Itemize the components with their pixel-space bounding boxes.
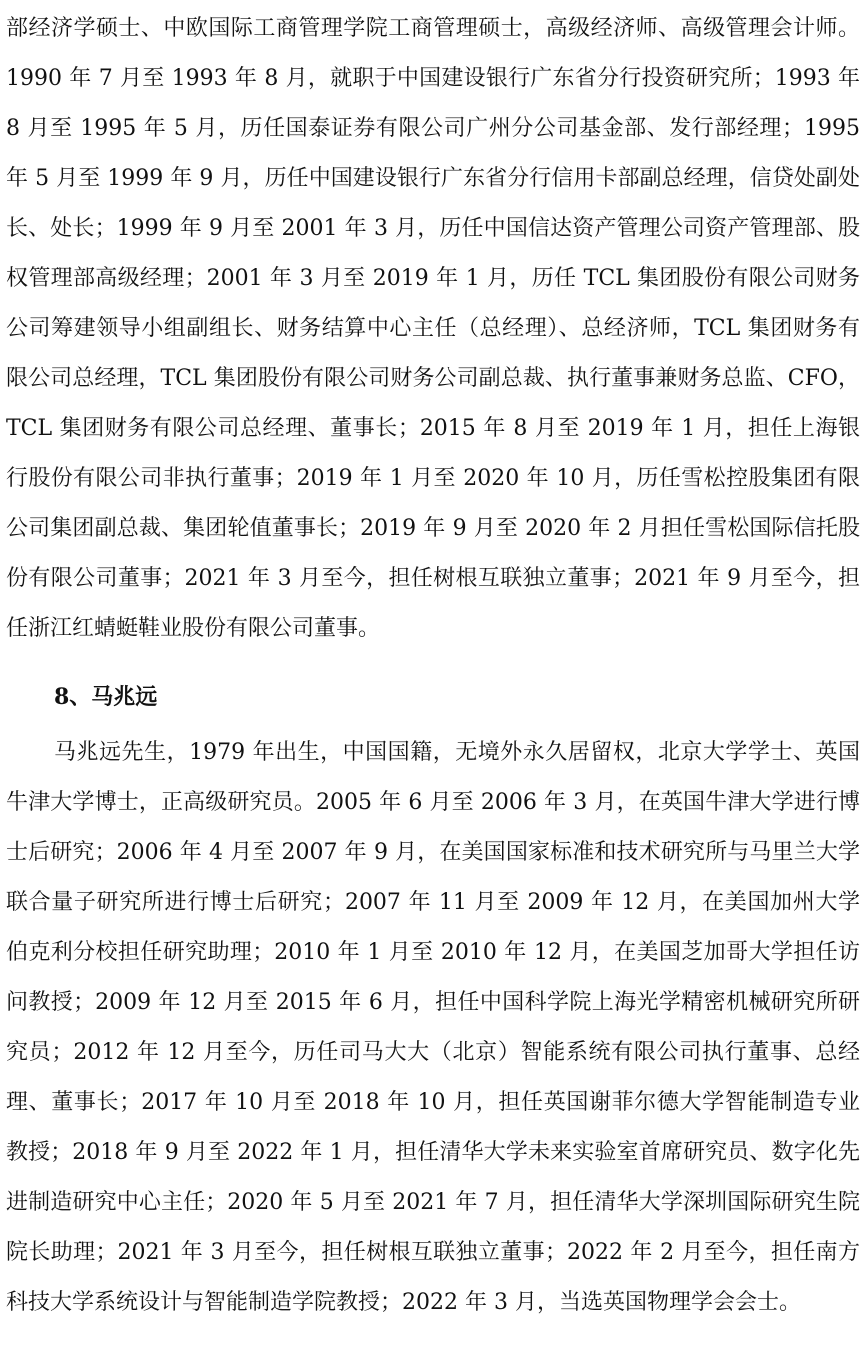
- continued-biography-paragraph: 部经济学硕士、中欧国际工商管理学院工商管理硕士，高级经济师、高级管理会计师。1990 年 7 月至 1993 年 8 月，就职于中国建设银行广东省分行投资研究所；1993 年 8 月至 1995 年 5 月，历任国泰证券有限公司广州分公司基金部、发行部经理；1995 年 5 月至 1999 年 9 月，历任中国建设银行广东省分行信用卡部副总经理，信贷处副处长、处长；1999 年 9 月至 2001 年 3 月，历任中国信达资产管理公司资产管理部、股权管理部高级经理；2001 年 3 月至 2019 年 1 月，历任 TCL 集团股份有限公司财务公司筹建领导小组副组长、财务结算中心主任（总经理）、总经济师，TCL 集团财务有限公司总经理，TCL 集团股份有限公司财务公司副总裁、执行董事兼财务总监、CFO，TCL 集团财务有限公司总经理、董事长；2015 年 8 月至 2019 年 1 月，担任上海银行股份有限公司非执行董事；2019 年 1 月至 2020 年 10 月，历任雪松控股集团有限公司集团副总裁、集团轮值董事长；2019 年 9 月至 2020 年 2 月担任雪松国际信托股份有限公司董事；2021 年 3 月至今，担任树根互联独立董事；2021 年 9 月至今，担任浙江红蜻蜓鞋业股份有限公司董事。: [6, 16, 860, 641]
- section-heading-ma-zhaoyuan: 8、马兆远: [54, 684, 158, 710]
- ma-zhaoyuan-biography-paragraph: 马兆远先生，1979 年出生，中国国籍，无境外永久居留权，北京大学学士、英国牛津大学博士，正高级研究员。2005 年 6 月至 2006 年 3 月，在英国牛津大学进行博士后研究；2006 年 4 月至 2007 年 9 月，在美国国家标准和技术研究所与马里兰大学联合量子研究所进行博士后研究；2007 年 11 月至 2009 年 12 月，在美国加州大学伯克利分校担任研究助理；2010 年 1 月至 2010 年 12 月，在美国芝加哥大学担任访问教授；2009 年 12 月至 2015 年 6 月，担任中国科学院上海光学精密机械研究所研究员；2012 年 12 月至今，历任司马大大（北京）智能系统有限公司执行董事、总经理、董事长；2017 年 10 月至 2018 年 10 月，担任英国谢菲尔德大学智能制造专业教授；2018 年 9 月至 2022 年 1 月，担任清华大学未来实验室首席研究员、数字化先进制造研究中心主任；2020 年 5 月至 2021 年 7 月，担任清华大学深圳国际研究生院院长助理；2021 年 3 月至今，担任树根互联独立董事；2022 年 2 月至今，担任南方科技大学系统设计与智能制造学院教授；2022 年 3 月，当选英国物理学会会士。: [6, 740, 860, 1315]
